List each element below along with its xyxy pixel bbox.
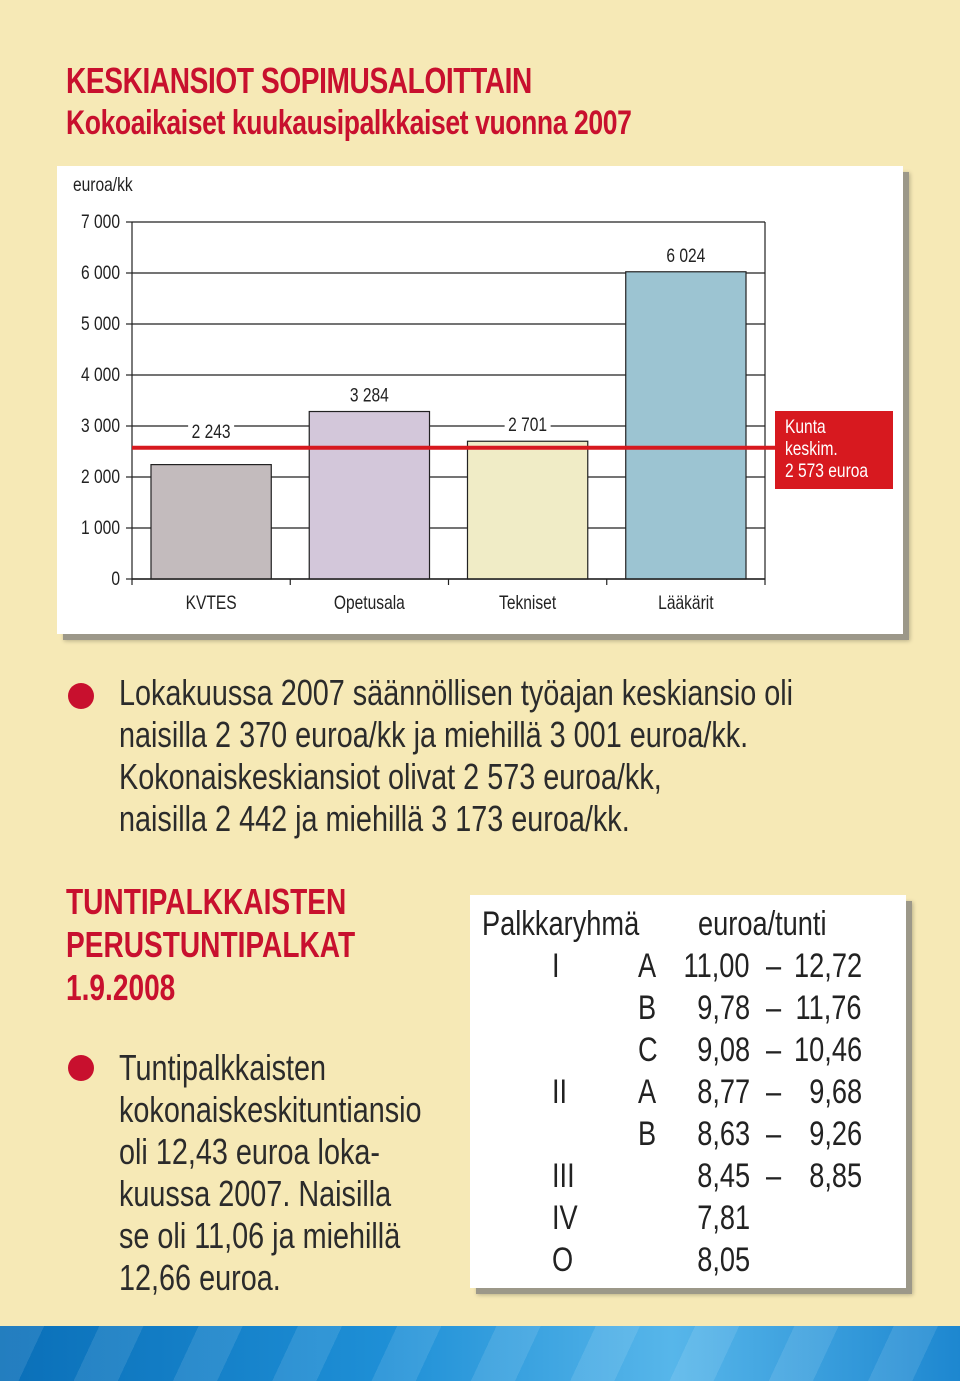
page-subtitle: Kokoaikaiset kuukausipalkkaiset vuonna 2007 <box>66 104 632 142</box>
section-heading-line: PERUSTUNTIPALKAT <box>66 924 356 965</box>
wage-max: 8,85 <box>809 1157 862 1195</box>
wage-max: 11,76 <box>795 989 862 1027</box>
paragraph-line: naisilla 2 442 ja miehillä 3 173 euroa/kk. <box>119 798 630 839</box>
paragraph-line: kuussa 2007. Naisilla <box>119 1173 392 1214</box>
wage-group: II <box>552 1073 568 1111</box>
x-tick-label: KVTES <box>185 591 237 614</box>
y-tick-label: 6 000 <box>81 261 120 284</box>
bar-3 <box>626 272 746 579</box>
value-label: 2 701 <box>508 413 548 436</box>
table-header-value: euroa/tunti <box>698 905 827 943</box>
y-tick-label: 2 000 <box>81 465 120 488</box>
chart-panel <box>57 166 903 634</box>
y-tick-label: 5 000 <box>81 312 120 335</box>
wage-max: 12,72 <box>793 947 862 985</box>
range-dash: – <box>766 947 782 985</box>
x-tick-label: Opetusala <box>333 591 405 614</box>
y-tick-label: 4 000 <box>81 363 120 386</box>
x-tick-label: Lääkärit <box>658 591 714 614</box>
bullet-icon <box>68 1055 94 1081</box>
wage-group: I <box>552 947 560 985</box>
wage-subgroup: A <box>638 1073 657 1111</box>
range-dash: – <box>766 1031 782 1069</box>
wage-subgroup: C <box>638 1031 658 1069</box>
wage-min: 8,05 <box>697 1241 750 1279</box>
reference-label: 2 573 euroa <box>785 459 869 482</box>
paragraph-line: Kokonaiskeskiansiot olivat 2 573 euroa/kk, <box>119 756 662 797</box>
wage-max: 9,26 <box>809 1115 862 1153</box>
wage-group: O <box>552 1241 574 1279</box>
wage-max: 9,68 <box>809 1073 862 1111</box>
bullet-icon <box>68 683 94 709</box>
bar-0 <box>151 465 271 579</box>
table-header-group: Palkkaryhmä <box>482 905 640 943</box>
range-dash: – <box>766 1115 782 1153</box>
paragraph-line: naisilla 2 370 euroa/kk ja miehillä 3 001 euroa/kk. <box>119 714 749 755</box>
wage-group: III <box>552 1157 575 1195</box>
wage-min: 8,45 <box>697 1157 750 1195</box>
wage-min: 11,00 <box>683 947 750 985</box>
paragraph-line: kokonaiskeskituntiansio <box>119 1089 422 1130</box>
hourly-paragraph <box>119 1047 422 1299</box>
paragraph-line: oli 12,43 euroa loka- <box>119 1131 380 1172</box>
wage-min: 7,81 <box>697 1199 750 1237</box>
reference-label: Kunta <box>785 415 826 438</box>
wage-table <box>470 895 906 1288</box>
paragraph-line: 12,66 euroa. <box>119 1257 281 1298</box>
section-heading-line: 1.9.2008 <box>66 967 176 1008</box>
y-tick-label: 3 000 <box>81 414 120 437</box>
footer-band-pattern <box>0 1326 960 1381</box>
reference-label: keskim. <box>785 437 838 460</box>
wage-subgroup: B <box>638 1115 657 1153</box>
bar-chart <box>57 166 903 634</box>
wage-subgroup: A <box>638 947 657 985</box>
paragraph-line: se oli 11,06 ja miehillä <box>119 1215 401 1256</box>
paragraph-line: Tuntipalkkaisten <box>119 1047 327 1088</box>
wage-min: 9,08 <box>697 1031 750 1069</box>
range-dash: – <box>766 1157 782 1195</box>
page-title: KESKIANSIOT SOPIMUSALOITTAIN <box>66 60 532 101</box>
range-dash: – <box>766 989 782 1027</box>
summary-paragraph <box>119 672 793 840</box>
paragraph-line: Lokakuussa 2007 säännöllisen työajan keskiansio oli <box>119 672 794 713</box>
wage-min: 8,77 <box>697 1073 750 1111</box>
wage-max: 10,46 <box>793 1031 862 1069</box>
wage-subgroup: B <box>638 989 657 1027</box>
x-tick-label: Tekniset <box>499 591 557 614</box>
y-tick-label: 7 000 <box>81 210 120 233</box>
range-dash: – <box>766 1073 782 1111</box>
value-label: 3 284 <box>349 384 389 406</box>
y-tick-label: 0 <box>111 567 120 590</box>
bar-2 <box>467 441 587 579</box>
value-label: 2 243 <box>191 420 231 443</box>
wage-group: IV <box>552 1199 578 1237</box>
y-tick-label: 1 000 <box>81 516 120 539</box>
value-label: 6 024 <box>666 244 706 267</box>
wage-min: 9,78 <box>697 989 750 1027</box>
y-axis-label: euroa/kk <box>73 173 133 196</box>
wage-min: 8,63 <box>697 1115 750 1153</box>
bar-1 <box>309 412 429 579</box>
section-heading-line: TUNTIPALKKAISTEN <box>66 881 347 922</box>
